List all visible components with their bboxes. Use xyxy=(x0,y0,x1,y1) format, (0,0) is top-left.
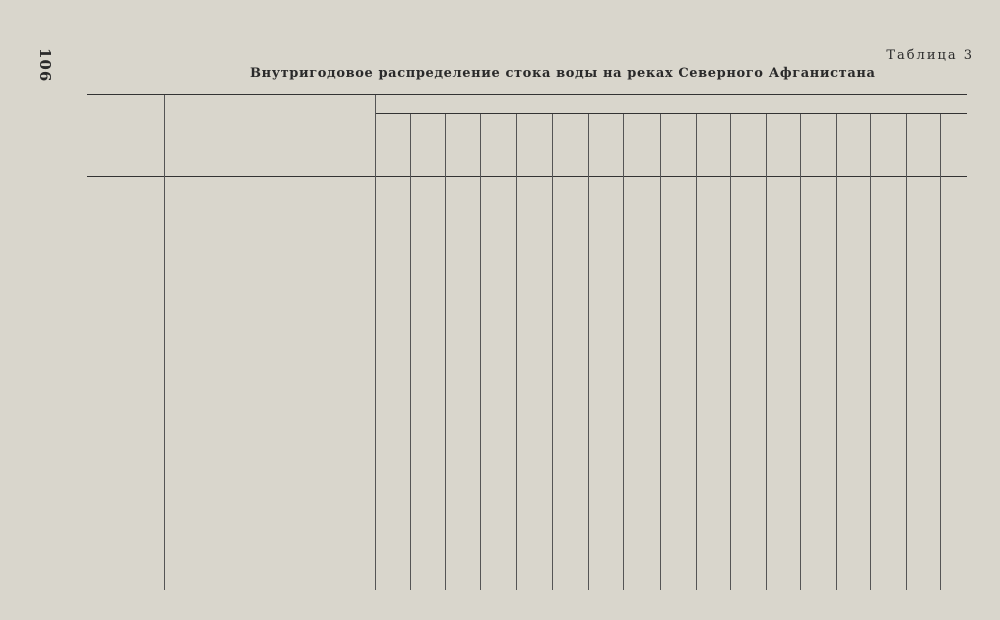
column-rule xyxy=(588,114,589,590)
column-rule xyxy=(836,114,837,590)
table-title: Внутригодовое распределение стока воды на реках Северного Афганистана xyxy=(250,66,876,81)
header-bottom-rule xyxy=(87,176,967,177)
column-rule xyxy=(410,114,411,590)
column-rule xyxy=(552,114,553,590)
column-rule xyxy=(730,114,731,590)
column-rule xyxy=(375,95,376,590)
column-rule xyxy=(800,114,801,590)
column-rule xyxy=(445,114,446,590)
column-rule xyxy=(623,114,624,590)
column-rule xyxy=(480,114,481,590)
column-rule xyxy=(660,114,661,590)
page-number: 106 xyxy=(36,48,54,83)
column-rule xyxy=(940,114,941,590)
column-rule xyxy=(696,114,697,590)
flow-subheader-rule xyxy=(375,113,967,114)
table-label: Таблица 3 xyxy=(886,48,974,63)
table-top-rule xyxy=(87,94,967,95)
column-rule xyxy=(516,114,517,590)
river-column-rule xyxy=(164,95,165,590)
column-rule xyxy=(906,114,907,590)
column-rule xyxy=(766,114,767,590)
column-rule xyxy=(870,114,871,590)
